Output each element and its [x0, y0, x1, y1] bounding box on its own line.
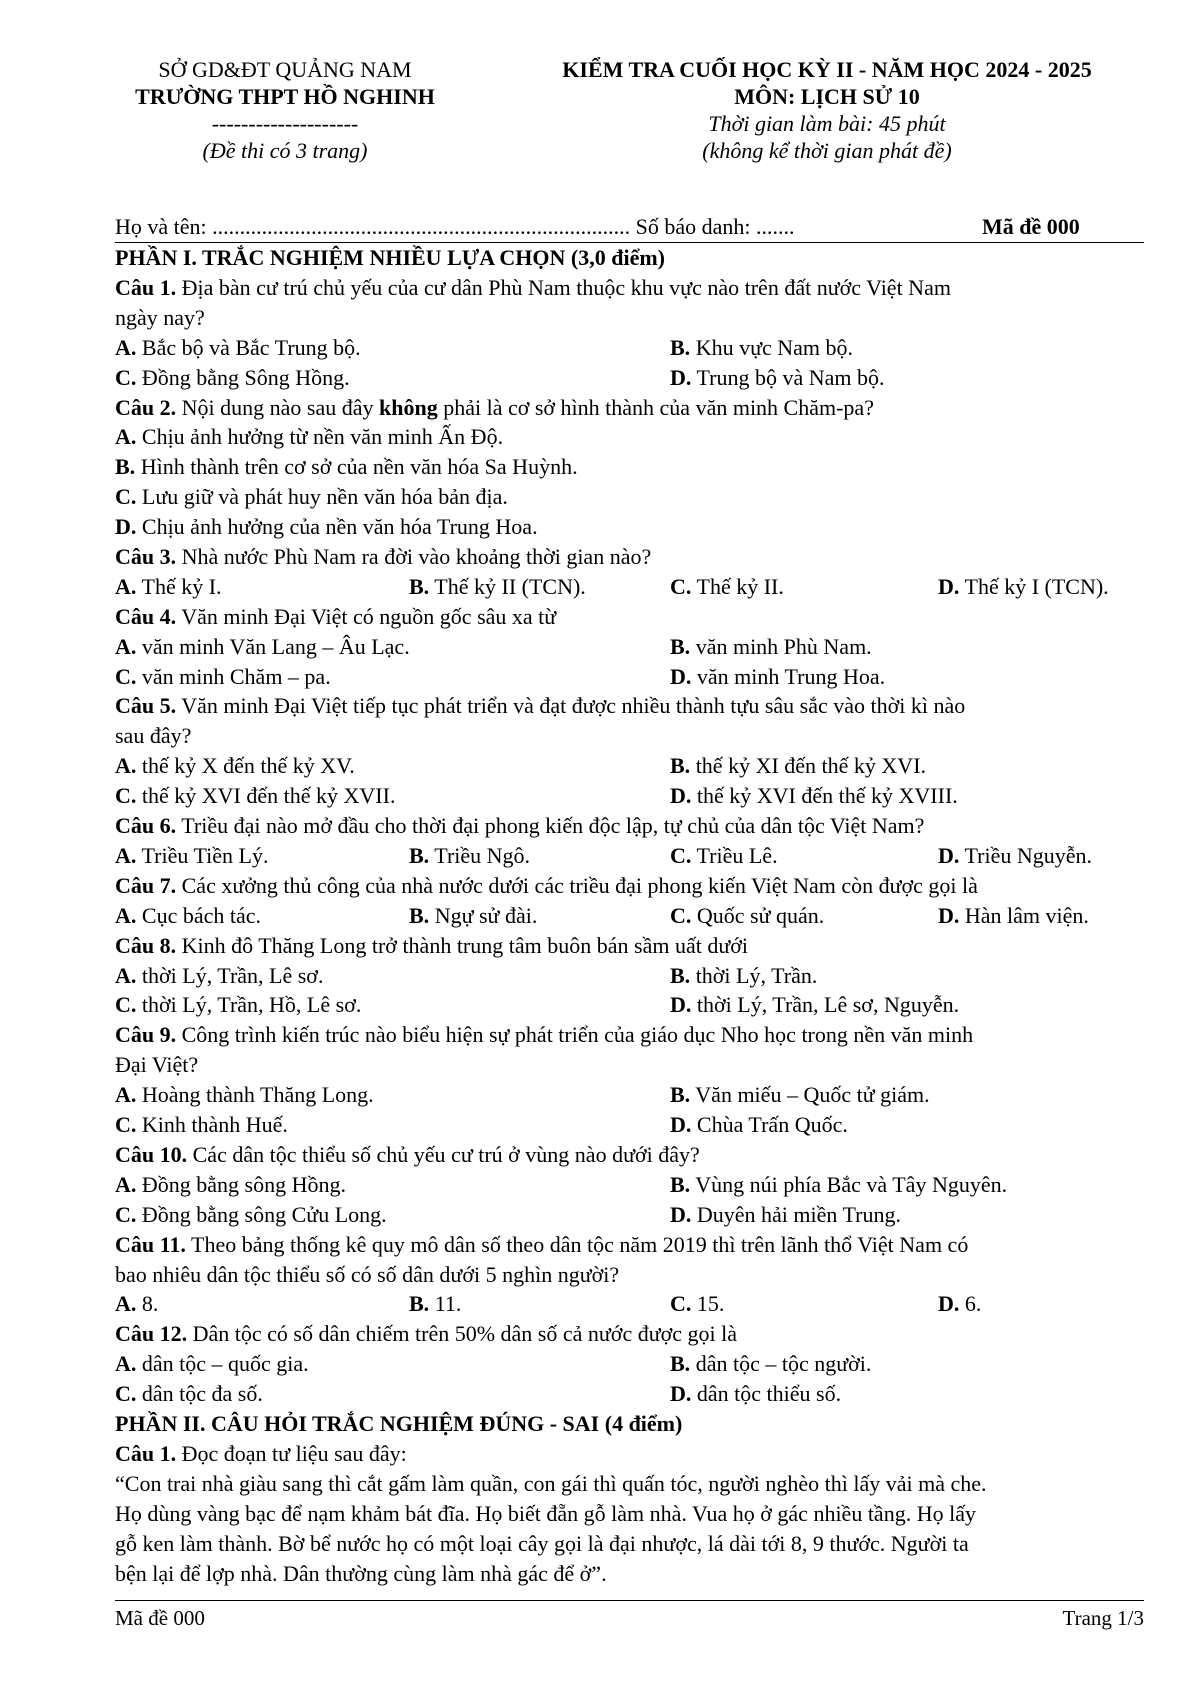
option-key: A. [115, 573, 137, 599]
option-key: B. [670, 1082, 691, 1108]
option-key: A. [115, 424, 137, 450]
question-line [115, 691, 1144, 721]
option-key: C. [115, 663, 137, 689]
options-row [115, 751, 1144, 781]
question-text: Đại Việt? [115, 1052, 199, 1078]
option-text: 15. [696, 1291, 725, 1317]
answer-option-d [670, 662, 885, 692]
option-key: C. [115, 364, 137, 390]
options-row [115, 841, 1144, 871]
answer-option-c [115, 1200, 387, 1230]
options-row [115, 1170, 1144, 1200]
question-number: Câu 1. [115, 274, 177, 300]
options-row [115, 512, 1144, 542]
answer-option-a [115, 961, 323, 991]
question-number: Câu 3. [115, 543, 177, 569]
option-key: C. [115, 1381, 137, 1407]
options-row [115, 901, 1144, 931]
answer-option-a [115, 1349, 309, 1379]
option-text: Hình thành trên cơ sở của nền văn hóa Sa Huỳnh. [140, 454, 578, 480]
options-row [115, 990, 1144, 1020]
option-text: dân tộc đa số. [141, 1381, 263, 1407]
option-text: Lưu giữ và phát huy nền văn hóa bản địa. [141, 484, 508, 510]
question-11 [115, 1230, 1144, 1320]
option-text: văn minh Trung Hoa. [696, 663, 886, 689]
answer-option-b [409, 901, 537, 931]
answer-option-a [115, 1080, 374, 1110]
answer-option-b [670, 1170, 1007, 1200]
option-text: thời Lý, Trần, Lê sơ, Nguyễn. [696, 992, 960, 1018]
exam-content [115, 243, 1144, 1588]
options-row [115, 1080, 1144, 1110]
option-text: văn minh Văn Lang – Âu Lạc. [141, 633, 410, 659]
question-10 [115, 1140, 1144, 1230]
option-text: Kinh thành Huế. [141, 1112, 288, 1138]
answer-option-c [115, 1110, 288, 1140]
answer-option-a [115, 841, 268, 871]
option-text: Trung bộ và Nam bộ. [696, 364, 885, 390]
answer-option-d [670, 781, 958, 811]
question-text: ngày nay? [115, 304, 205, 330]
option-key: A. [115, 753, 137, 779]
answer-option-a [115, 333, 361, 363]
question-text: Theo bảng thống kê quy mô dân số theo dân tộc năm 2019 thì trên lãnh thổ Việt Nam có [191, 1231, 969, 1257]
option-text: Chịu ảnh hưởng của nền văn hóa Trung Hoa. [141, 514, 538, 540]
answer-option-a [115, 1289, 158, 1319]
answer-option-d [938, 572, 1109, 602]
answer-option-d [670, 1379, 841, 1409]
school-block [115, 56, 455, 164]
option-key: C. [115, 1201, 137, 1227]
option-text: Triều Tiền Lý. [141, 842, 269, 868]
answer-option-b [670, 333, 853, 363]
question-number: Câu 8. [115, 932, 177, 958]
question-text: Nội dung nào sau đây [181, 394, 379, 420]
answer-option-c [115, 482, 508, 512]
question-list [115, 273, 1144, 1409]
department-name: SỞ GD&ĐT QUẢNG NAM [158, 57, 412, 82]
option-text: Bắc bộ và Bắc Trung bộ. [141, 334, 361, 360]
option-text: Văn miếu – Quốc tử giám. [695, 1082, 930, 1108]
option-text: 6. [964, 1291, 982, 1317]
question-line [115, 542, 1144, 572]
option-text: Đồng bằng sông Hồng. [141, 1171, 346, 1197]
option-key: A. [115, 962, 137, 988]
option-text: dân tộc thiểu số. [696, 1381, 842, 1407]
answer-option-a [115, 422, 503, 452]
school-name: TRƯỜNG THPT HỒ NGHINH [135, 84, 435, 109]
question-text: Triều đại nào mở đầu cho thời đại phong kiến độc lập, tự chủ của dân tộc Việt Nam? [181, 813, 925, 839]
option-text: Khu vực Nam bộ. [695, 334, 854, 360]
options-row [115, 1110, 1144, 1140]
options-row [115, 1289, 1144, 1319]
question-text: bao nhiêu dân tộc thiểu số có số dân dưới 5 nghìn người? [115, 1261, 620, 1287]
option-key: B. [670, 1171, 691, 1197]
option-key: B. [115, 454, 136, 480]
question-1 [115, 273, 1144, 393]
time-limit: Thời gian làm bài: 45 phút [708, 111, 946, 136]
subject-title: MÔN: LỊCH SỬ 10 [734, 84, 920, 109]
exam-code: Mã đề 000 [982, 214, 1080, 239]
passage-line: bện lại để lợp nhà. Dân thường cùng làm nhà gác để ở”. [115, 1560, 607, 1586]
question-line [115, 811, 1144, 841]
student-id-line [115, 212, 1144, 243]
option-text: Hoàng thành Thăng Long. [141, 1082, 374, 1108]
option-text: dân tộc – quốc gia. [141, 1351, 309, 1377]
option-text: Thế kỷ I. [141, 573, 222, 599]
option-key: B. [670, 753, 691, 779]
options-row [115, 781, 1144, 811]
option-key: C. [670, 1291, 692, 1317]
question-text: Các dân tộc thiểu số chủ yếu cư trú ở vùng nào dưới đây? [192, 1141, 700, 1167]
answer-option-b [670, 1349, 871, 1379]
question-9 [115, 1020, 1144, 1140]
answer-option-c [115, 662, 331, 692]
question-number: Câu 1. [115, 1440, 177, 1466]
question-number: Câu 7. [115, 872, 177, 898]
question-number: Câu 9. [115, 1022, 177, 1048]
question-line [115, 303, 1144, 333]
option-text: Triều Lê. [696, 842, 778, 868]
option-key: D. [670, 1112, 692, 1138]
option-key: B. [409, 842, 430, 868]
options-row [115, 452, 1144, 482]
option-key: A. [115, 633, 137, 659]
answer-option-a [115, 632, 410, 662]
pages-note: (Đề thi có 3 trang) [202, 138, 368, 163]
option-text: Quốc sử quán. [696, 902, 825, 928]
option-key: D. [115, 514, 137, 540]
header-divider: -------------------- [211, 111, 359, 136]
option-key: A. [115, 842, 137, 868]
question-text: Văn minh Đại Việt có nguồn gốc sâu xa từ [181, 603, 557, 629]
question-line [115, 273, 1144, 303]
option-key: D. [938, 902, 960, 928]
answer-option-a [115, 751, 355, 781]
question-line [115, 931, 1144, 961]
question-12 [115, 1319, 1144, 1409]
question-6 [115, 811, 1144, 871]
option-key: D. [938, 1291, 960, 1317]
part2-title: PHẦN II. CÂU HỎI TRẮC NGHIỆM ĐÚNG - SAI (4 điểm) [115, 1411, 683, 1436]
option-text: 11. [434, 1291, 462, 1317]
option-text: Thế kỷ II. [696, 573, 784, 599]
question-number: Câu 11. [115, 1231, 186, 1257]
question-5 [115, 691, 1144, 811]
question-text: Kinh đô Thăng Long trở thành trung tâm buôn bán sầm uất dưới [181, 932, 748, 958]
passage-line: Họ dùng vàng bạc để nạm khảm bát đĩa. Họ biết đẵn gỗ làm nhà. Vua họ ở gác nhiều tầng. Họ lấy [115, 1500, 976, 1526]
option-key: B. [670, 334, 691, 360]
option-key: D. [670, 663, 692, 689]
option-key: D. [938, 573, 960, 599]
answer-option-d [670, 1110, 848, 1140]
question-line [115, 1319, 1144, 1349]
option-key: B. [670, 633, 691, 659]
option-key: D. [938, 842, 960, 868]
answer-option-d [670, 363, 885, 393]
question-8 [115, 931, 1144, 1021]
passage-line: gỗ ken làm thành. Bờ bể nước họ có một loại cây gọi là đại nhược, lá dài tới 8, 9 thước. Người ta [115, 1530, 969, 1556]
option-key: D. [670, 992, 692, 1018]
time-note: (không kể thời gian phát đề) [702, 138, 952, 163]
option-key: D. [670, 783, 692, 809]
option-key: C. [115, 1112, 137, 1138]
answer-option-d [115, 512, 538, 542]
option-key: B. [409, 573, 430, 599]
option-text: Duyên hải miền Trung. [696, 1201, 902, 1227]
page-footer [115, 1600, 1144, 1635]
option-key: A. [115, 1351, 137, 1377]
option-key: C. [670, 902, 692, 928]
option-text: thế kỷ X đến thế kỷ XV. [141, 753, 355, 779]
answer-option-c [115, 781, 395, 811]
name-and-number-fields: Họ và tên: ............................................................................ Số báo danh: ....... [115, 214, 795, 239]
option-text: Đồng bằng Sông Hồng. [141, 364, 350, 390]
option-key: B. [670, 1351, 691, 1377]
exam-title-block [507, 56, 1147, 164]
answer-option-b [670, 1080, 930, 1110]
passage-line: “Con trai nhà giàu sang thì cắt gấm làm quần, con gái thì quấn tóc, người nghèo thì lấy vải mà che. [115, 1470, 987, 1496]
option-text: 8. [141, 1291, 159, 1317]
option-text: thời Lý, Trần, Lê sơ. [141, 962, 324, 988]
question-line [115, 1260, 1144, 1290]
option-text: văn minh Chăm – pa. [141, 663, 331, 689]
answer-option-d [938, 901, 1089, 931]
question-number: Câu 6. [115, 813, 177, 839]
answer-option-d [670, 1200, 901, 1230]
option-text: Thế kỷ I (TCN). [964, 573, 1109, 599]
option-key: D. [670, 1201, 692, 1227]
answer-option-c [670, 572, 784, 602]
answer-option-c [670, 1289, 724, 1319]
question-text: Công trình kiến trúc nào biểu hiện sự phát triển của giáo dục Nho học trong nền văn minh [181, 1022, 974, 1048]
answer-option-b [409, 572, 586, 602]
question-line [115, 1020, 1144, 1050]
answer-option-a [115, 901, 261, 931]
options-row [115, 662, 1144, 692]
question-text: Địa bàn cư trú chủ yếu của cư dân Phù Nam thuộc khu vực nào trên đất nước Việt Nam [181, 274, 951, 300]
option-key: C. [115, 484, 137, 510]
question-text: phải là cơ sở hình thành của văn minh Chăm-pa? [437, 394, 874, 420]
option-key: C. [115, 992, 137, 1018]
option-text: thời Lý, Trần. [695, 962, 818, 988]
option-text: thế kỷ XVI đến thế kỷ XVII. [141, 783, 396, 809]
question-number: Câu 2. [115, 394, 177, 420]
options-row [115, 961, 1144, 991]
option-text: thế kỷ XI đến thế kỷ XVI. [695, 753, 927, 779]
options-row [115, 1379, 1144, 1409]
question-2 [115, 393, 1144, 542]
option-text: Thế kỷ II (TCN). [434, 573, 586, 599]
option-text: Triều Nguyễn. [964, 842, 1093, 868]
question-number: Câu 4. [115, 603, 177, 629]
part2-question-1 [115, 1439, 1144, 1469]
exam-header [115, 56, 1144, 184]
question-text: Đọc đoạn tư liệu sau đây: [181, 1440, 407, 1466]
answer-option-d [670, 990, 959, 1020]
question-text: Văn minh Đại Việt tiếp tục phát triển và đạt được nhiều thành tựu sâu sắc vào thời kì nào [181, 693, 966, 719]
answer-option-b [409, 841, 530, 871]
option-key: B. [670, 962, 691, 988]
option-key: D. [670, 364, 692, 390]
part1-title: PHẦN I. TRẮC NGHIỆM NHIỀU LỰA CHỌN (3,0 điểm) [115, 245, 666, 270]
question-number: Câu 10. [115, 1141, 188, 1167]
answer-option-c [670, 901, 824, 931]
question-text: sau đây? [115, 723, 192, 749]
answer-option-a [115, 572, 222, 602]
question-line [115, 1050, 1144, 1080]
option-text: thời Lý, Trần, Hồ, Lê sơ. [141, 992, 362, 1018]
option-key: C. [670, 573, 692, 599]
option-text: Chịu ảnh hưởng từ nền văn minh Ấn Độ. [141, 424, 504, 450]
option-key: B. [409, 902, 430, 928]
question-line [115, 602, 1144, 632]
option-key: A. [115, 1082, 137, 1108]
options-row [115, 1200, 1144, 1230]
question-line [115, 721, 1144, 751]
option-text: Triều Ngô. [434, 842, 531, 868]
option-text: dân tộc – tộc người. [695, 1351, 872, 1377]
question-line [115, 393, 1144, 423]
option-text: Chùa Trấn Quốc. [696, 1112, 848, 1138]
options-row [115, 1349, 1144, 1379]
option-key: C. [670, 842, 692, 868]
question-line [115, 871, 1144, 901]
option-key: C. [115, 783, 137, 809]
options-row [115, 572, 1144, 602]
answer-option-c [115, 363, 350, 393]
options-row [115, 482, 1144, 512]
option-key: A. [115, 1291, 137, 1317]
answer-option-b [670, 632, 872, 662]
question-line [115, 1230, 1144, 1260]
question-text: Nhà nước Phù Nam ra đời vào khoảng thời gian nào? [181, 543, 652, 569]
option-text: Cục bách tác. [141, 902, 261, 928]
option-key: A. [115, 902, 137, 928]
options-row [115, 632, 1144, 662]
options-row [115, 422, 1144, 452]
answer-option-b [670, 751, 926, 781]
question-emphasis: không [378, 394, 438, 420]
question-7 [115, 871, 1144, 931]
option-text: Đồng bằng sông Cửu Long. [141, 1201, 387, 1227]
option-key: A. [115, 1171, 137, 1197]
question-text: Các xưởng thủ công của nhà nước dưới các triều đại phong kiến Việt Nam còn được gọi là [181, 872, 978, 898]
answer-option-c [115, 990, 361, 1020]
option-text: Hàn lâm viện. [964, 902, 1089, 928]
exam-title: KIỂM TRA CUỐI HỌC KỲ II - NĂM HỌC 2024 - 2025 [562, 57, 1092, 82]
answer-option-a [115, 1170, 346, 1200]
option-key: A. [115, 334, 137, 360]
question-line [115, 1140, 1144, 1170]
answer-option-b [409, 1289, 461, 1319]
answer-option-d [938, 1289, 981, 1319]
answer-option-b [670, 961, 817, 991]
answer-option-c [670, 841, 778, 871]
answer-option-d [938, 841, 1092, 871]
question-text: Dân tộc có số dân chiếm trên 50% dân số cả nước được gọi là [192, 1321, 738, 1347]
option-text: thế kỷ XVI đến thế kỷ XVIII. [696, 783, 958, 809]
question-number: Câu 12. [115, 1321, 188, 1347]
answer-option-c [115, 1379, 263, 1409]
option-key: D. [670, 1381, 692, 1407]
option-text: văn minh Phù Nam. [695, 633, 872, 659]
option-key: B. [409, 1291, 430, 1317]
exam-page [115, 56, 1144, 1588]
question-3 [115, 542, 1144, 602]
page-number: Trang 1/3 [1062, 1606, 1144, 1630]
options-row [115, 333, 1144, 363]
answer-option-b [115, 452, 578, 482]
source-passage [115, 1469, 1144, 1589]
options-row [115, 363, 1144, 393]
question-number: Câu 5. [115, 693, 177, 719]
option-text: Vùng núi phía Bắc và Tây Nguyên. [695, 1171, 1008, 1197]
question-4 [115, 602, 1144, 692]
option-text: Ngự sử đài. [434, 902, 538, 928]
footer-exam-code: Mã đề 000 [115, 1606, 205, 1630]
